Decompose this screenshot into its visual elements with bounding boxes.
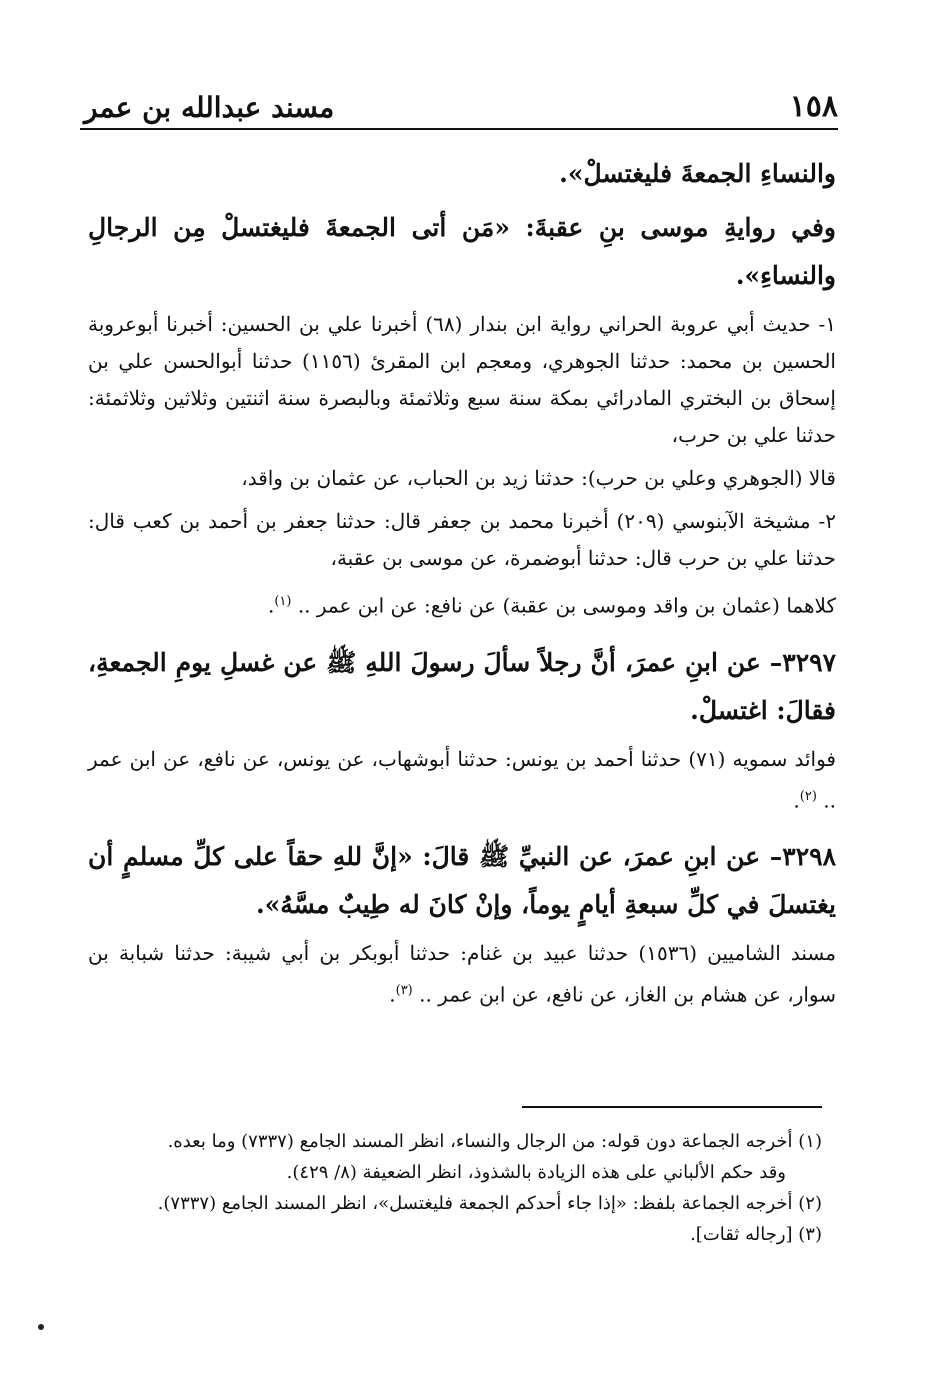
footnotes xyxy=(90,1126,822,1250)
footnote-mark-2: (٢) xyxy=(799,788,817,804)
footnote-3: (٣) [رجاله ثقات]. xyxy=(690,1224,822,1245)
source-citation-3297-text: فوائد سمويه (٧١) حدثنا أحمد بن يونس: حدثنا أبوشهاب، عن يونس، عن نافع، عن ابن عمر .. xyxy=(88,746,836,813)
hadith-3298: ٣٢٩٨– عن ابنِ عمرَ، عن النبيِّ ﷺ قالَ: «إنَّ للهِ حقاً على كلِّ مسلمٍ أن يغتسلَ في كلِّ سبعةِ أيامٍ يوماً، وإنْ كانَ له طِيبٌ مسَّهُ». xyxy=(88,842,836,920)
source-summary-text: كلاهما (عثمان بن واقد وموسى بن عقبة) عن نافع: عن ابن عمر .. xyxy=(297,593,836,618)
source-citation-3297: فوائد سمويه (٧١) حدثنا أحمد بن يونس: حدثنا أبوشهاب، عن يونس، عن نافع، عن ابن عمر .. $^{(٢)}$. xyxy=(88,746,836,813)
source-citation-2: ٢- مشيخة الآبنوسي (٢٠٩) أخبرنا محمد بن جعفر قال: حدثنا جعفر بن أحمد بن كعب قال: حدثنا علي بن حرب قال: حدثنا أبوضمرة، عن موسى بن عقبة، xyxy=(88,509,836,570)
footnote-mark-3: (٣) xyxy=(395,983,413,999)
page-header xyxy=(84,84,838,124)
footnote-2: (٢) أخرجه الجماعة بلفظ: «إذا جاء أحدكم الجمعة فليغتسل»، انظر المسند الجامع (٧٣٣٧). xyxy=(157,1193,822,1214)
header-rule xyxy=(80,128,838,130)
scan-speck xyxy=(38,1324,44,1330)
footnote-1: (١) أخرجه الجماعة دون قوله: من الرجال والنساء، انظر المسند الجامع (٧٣٣٧) وما بعده. xyxy=(167,1131,822,1152)
source-citation-1: ١- حديث أبي عروبة الحراني رواية ابن بندار (٦٨) أخبرنا علي بن الحسين: أخبرنا أبوعروبة الحسين بن محمد: حدثنا الجوهري، ومعجم ابن المقرئ (١١٥٦) حدثنا أبوالحسن علي بن إسحاق بن البختري المادرائي بمكة سنة سبع وثلاثمئة وبالبصرة سنة اثنتين وثلاثين وثلاثمئة: حدثنا علي بن حرب، xyxy=(88,312,836,447)
alternate-narration: وفي روايةِ موسى بنِ عقبةَ: «مَن أتى الجمعةَ فليغتسلْ مِن الرجالِ والنساءِ». xyxy=(88,213,836,290)
running-title: مسند عبدالله بن عمر xyxy=(84,91,335,124)
source-citation-3298-text: مسند الشاميين (١٥٣٦) حدثنا عبيد بن غنام: حدثنا أبوبكر بن أبي شيبة: حدثنا شبابة بن سوار، عن هشام بن الغاز، عن نافع، عن ابن عمر .. xyxy=(88,941,836,1007)
footnote-mark-1: (١) xyxy=(274,594,292,609)
source-citation-3298: مسند الشاميين (١٥٣٦) حدثنا عبيد بن غنام: حدثنا أبوبكر بن أبي شيبة: حدثنا شبابة بن سوار، عن هشام بن الغاز، عن نافع، عن ابن عمر .. $^{(٣)}$. xyxy=(88,941,836,1007)
page-body xyxy=(88,150,836,1014)
footnote-rule xyxy=(522,1106,822,1108)
source-citation-joint: قالا (الجوهري وعلي بن حرب): حدثنا زيد بن الحباب، عن عثمان بن واقد، xyxy=(241,466,836,490)
page-number: ١٥٨ xyxy=(789,89,838,124)
hadith-3297: ٣٢٩٧– عن ابنِ عمرَ، أنَّ رجلاً سألَ رسولَ اللهِ ﷺ عن غسلِ يومِ الجمعةِ، فقالَ: اغتسلْ. xyxy=(88,647,836,725)
footnote-1-continued: وقد حكم الألباني على هذه الزيادة بالشذوذ، انظر الضعيفة (٨/ ٤٢٩). xyxy=(286,1162,786,1183)
hadith-continuation: والنساءِ الجمعةَ فليغتسلْ». xyxy=(559,159,836,188)
source-summary: كلاهما (عثمان بن واقد وموسى بن عقبة) عن نافع: عن ابن عمر .. $^{(١)}$. xyxy=(267,593,836,618)
